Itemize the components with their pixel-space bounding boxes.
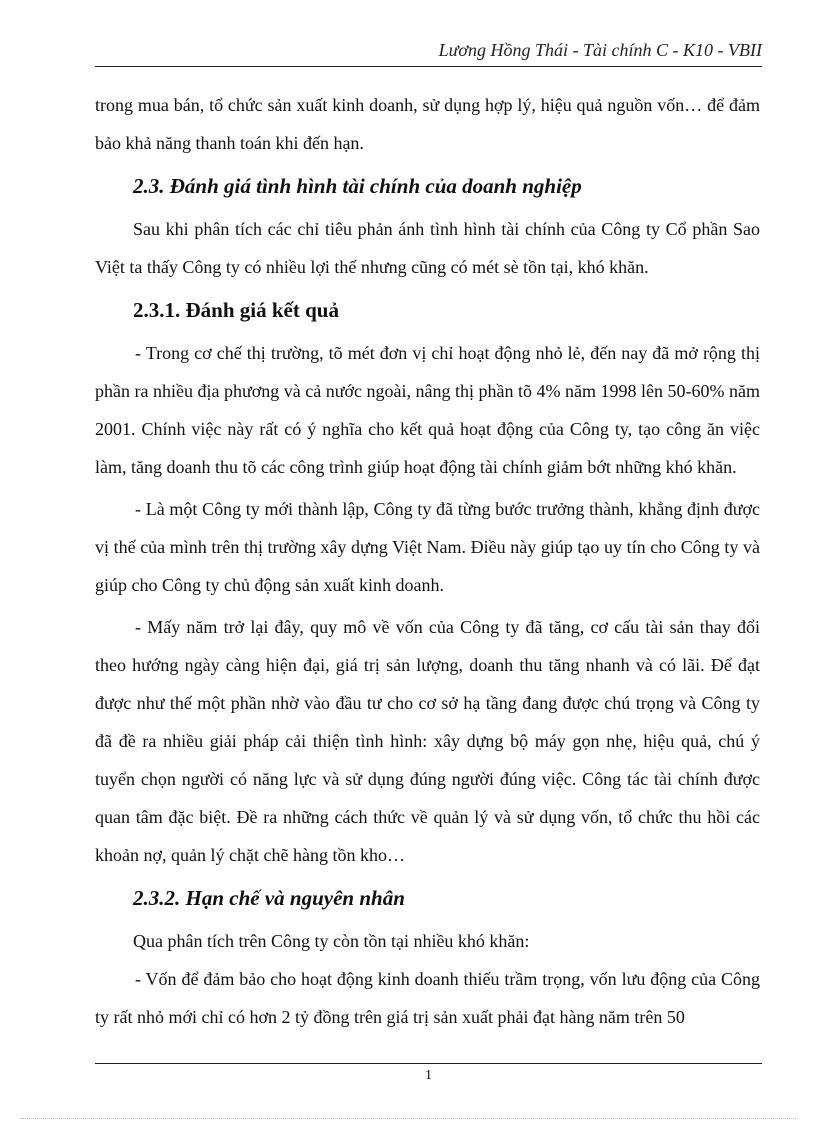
- subsection-heading-2-3-1: 2.3.1. Đánh giá kết quả: [133, 298, 339, 322]
- section-heading-2-3: 2.3. Đánh giá tình hình tài chính của doanh nghiệp: [133, 174, 582, 198]
- paragraph-result-3: - Mấy năm trở lại đây, quy mô về vốn của Công ty đã tăng, cơ cấu tài sản thay đổi theo hướng ngày càng hiện đại, giá trị sản lượng, doanh thu tăng nhanh và có lãi. Để đạt được như thế một phần nhờ vào đầu tư cho cơ sở hạ tầng đang được chú trọng và Công ty đã đề ra nhiều giải pháp cải thiện tình hình: xây dựng bộ máy gọn nhẹ, hiệu quả, chú ý tuyển chọn người có năng lực và sử dụng đúng người đúng việc. Công tác tài chính được quan tâm đặc biệt. Đề ra những cách thức về quản lý và sử dụng vốn, tổ chức thu hồi các khoản nợ, quản lý chặt chẽ hàng tồn kho…: [95, 617, 760, 865]
- page-edge-guide: [20, 1118, 796, 1119]
- paragraph-continuation: trong mua bán, tổ chức sản xuất kinh doanh, sử dụng hợp lý, hiệu quả nguồn vốn… để đảm bảo khả năng thanh toán khi đến hạn.: [95, 95, 760, 153]
- header-rule: [95, 66, 762, 67]
- paragraph-result-1: - Trong cơ chế thị trường, tõ mét đơn vị chỉ hoạt động nhỏ lẻ, đến nay đã mở rộng thị phần ra nhiều địa phương và cả nước ngoài, nâng thị phần tõ 4% năm 1998 lên 50-60% năm 2001. Chính việc này rất có ý nghĩa cho kết quả hoạt động của Công ty, tạo công ăn việc làm, tăng doanh thu tõ các công trình giúp hoạt động tài chính giảm bớt những khó khăn.: [95, 343, 760, 477]
- paragraph-result-2: - Là một Công ty mới thành lập, Công ty đã từng bước trưởng thành, khẳng định được vị thế của mình trên thị trường xây dựng Việt Nam. Điều này giúp tạo uy tín cho Công ty và giúp cho Công ty chủ động sản xuất kinh doanh.: [95, 499, 760, 595]
- paragraph-intro: Sau khi phân tích các chỉ tiêu phản ánh tình hình tài chính của Công ty Cổ phần Sao Việt ta thấy Công ty có nhiều lợi thế nhưng cũng có mét sè tồn tại, khó khăn.: [95, 219, 760, 277]
- paragraph-limitations-intro: Qua phân tích trên Công ty còn tồn tại nhiều khó khăn:: [133, 931, 530, 951]
- document-body: [95, 86, 760, 1036]
- footer-rule: [95, 1063, 762, 1064]
- subsection-heading-2-3-2: 2.3.2. Hạn chế và nguyên nhân: [133, 886, 405, 910]
- page-number: 1: [425, 1068, 432, 1083]
- paragraph-limitation-1: - Vốn để đảm bảo cho hoạt động kinh doanh thiếu trầm trọng, vốn lưu động của Công ty rất nhỏ mới chỉ có hơn 2 tỷ đồng trên giá trị sản xuất phải đạt hàng năm trên 50: [95, 969, 760, 1027]
- running-header: Lương Hồng Thái - Tài chính C - K10 - VBII: [438, 40, 762, 60]
